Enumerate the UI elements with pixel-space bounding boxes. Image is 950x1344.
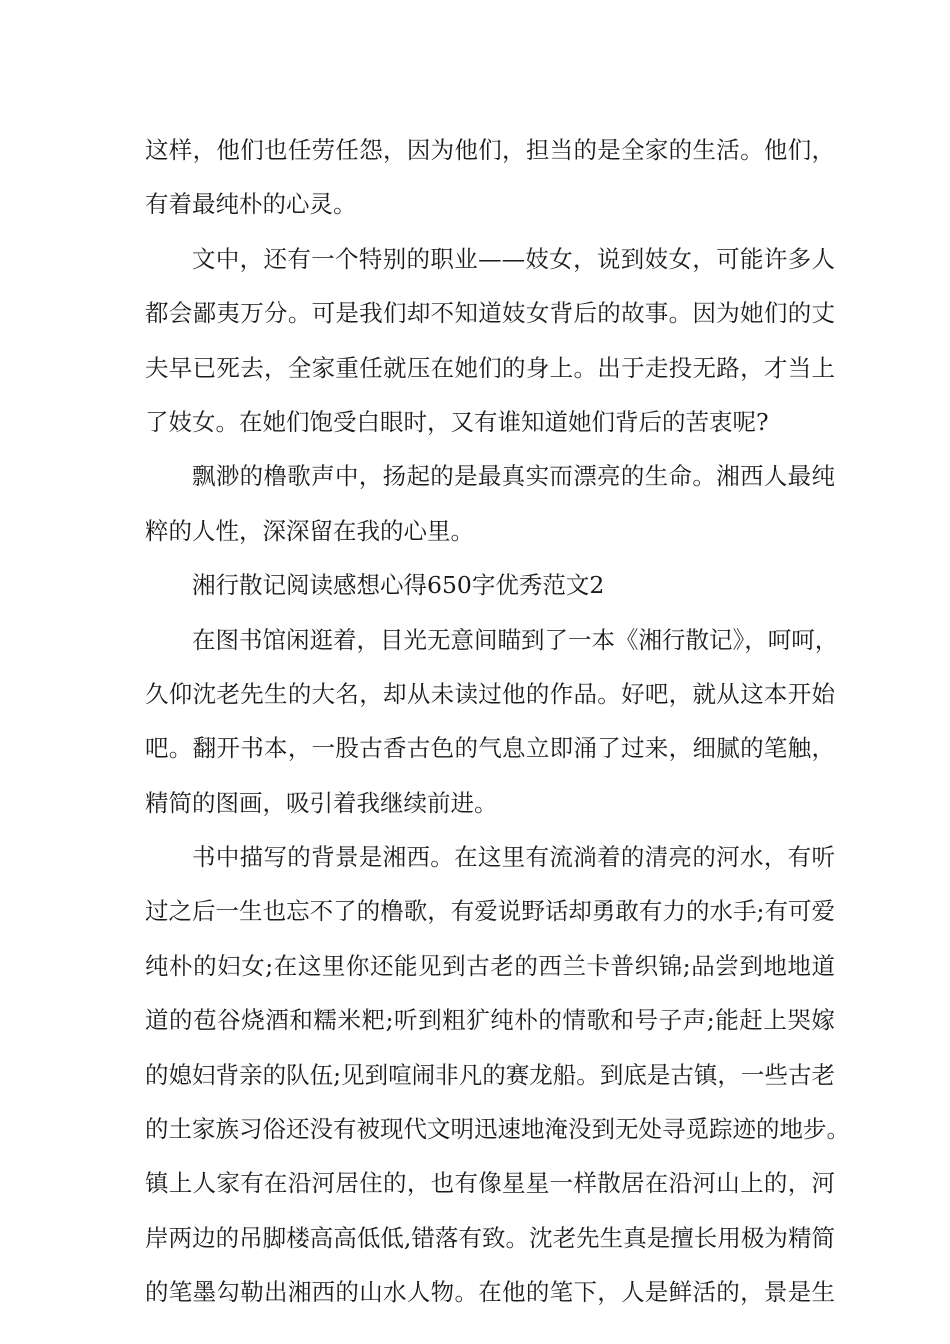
text-line: 了妓女。在她们饱受白眼时，又有谁知道她们背后的苦衷呢? (145, 407, 769, 436)
text-line: 的笔墨勾勒出湘西的山水人物。在他的笔下，人是鲜活的，景是生 (145, 1278, 835, 1307)
paragraph-start-line: 飘渺的橹歌声中，扬起的是最真实而漂亮的生命。湘西人最纯 (192, 462, 835, 491)
text-line: 镇上人家有在沿河居住的，也有像星星一样散居在沿河山上的，河 (145, 1169, 835, 1198)
text-line: 道的苞谷烧酒和糯米粑;听到粗犷纯朴的情歌和号子声;能赶上哭嫁 (145, 1006, 835, 1035)
text-line: 的土家族习俗还没有被现代文明迅速地淹没到无处寻觅踪迹的地步。 (145, 1115, 850, 1144)
text-line: 吧。翻开书本，一股古香古色的气息立即涌了过来，细腻的笔触， (145, 734, 835, 763)
body-text (145, 123, 850, 1320)
text-line: 岸两边的吊脚楼高高低低,错落有致。沈老先生真是擅长用极为精简 (145, 1223, 835, 1252)
text-line: 都会鄙夷万分。可是我们却不知道妓女背后的故事。因为她们的丈 (145, 299, 835, 328)
text-line: 有着最纯朴的心灵。 (145, 190, 357, 219)
text-line: 粹的人性，深深留在我的心里。 (145, 516, 474, 545)
section-heading: 湘行散记阅读感想心得650字优秀范文2 (192, 571, 605, 600)
text-line: 夫早已死去，全家重任就压在她们的身上。出于走投无路，才当上 (145, 353, 835, 382)
paragraph-start-line: 在图书馆闲逛着，目光无意间瞄到了一本《湘行散记》，呵呵， (192, 625, 839, 654)
text-line: 精简的图画，吸引着我继续前进。 (145, 788, 498, 817)
paragraph-start-line: 文中，还有一个特别的职业——妓女，说到妓女，可能许多人 (192, 244, 835, 273)
paragraph-start-line: 书中描写的背景是湘西。在这里有流淌着的清亮的河水，有听 (192, 843, 835, 872)
text-line: 的媳妇背亲的队伍;见到喧闹非凡的赛龙船。到底是古镇，一些古老 (145, 1060, 835, 1089)
text-line: 久仰沈老先生的大名，却从未读过他的作品。好吧，就从这本开始 (145, 679, 835, 708)
text-line: 纯朴的妇女;在这里你还能见到古老的西兰卡普织锦;品尝到地地道 (145, 951, 835, 980)
text-line: 这样，他们也任劳任怨，因为他们，担当的是全家的生活。他们， (145, 136, 835, 164)
text-line: 过之后一生也忘不了的橹歌，有爱说野话却勇敢有力的水手;有可爱 (145, 897, 835, 926)
